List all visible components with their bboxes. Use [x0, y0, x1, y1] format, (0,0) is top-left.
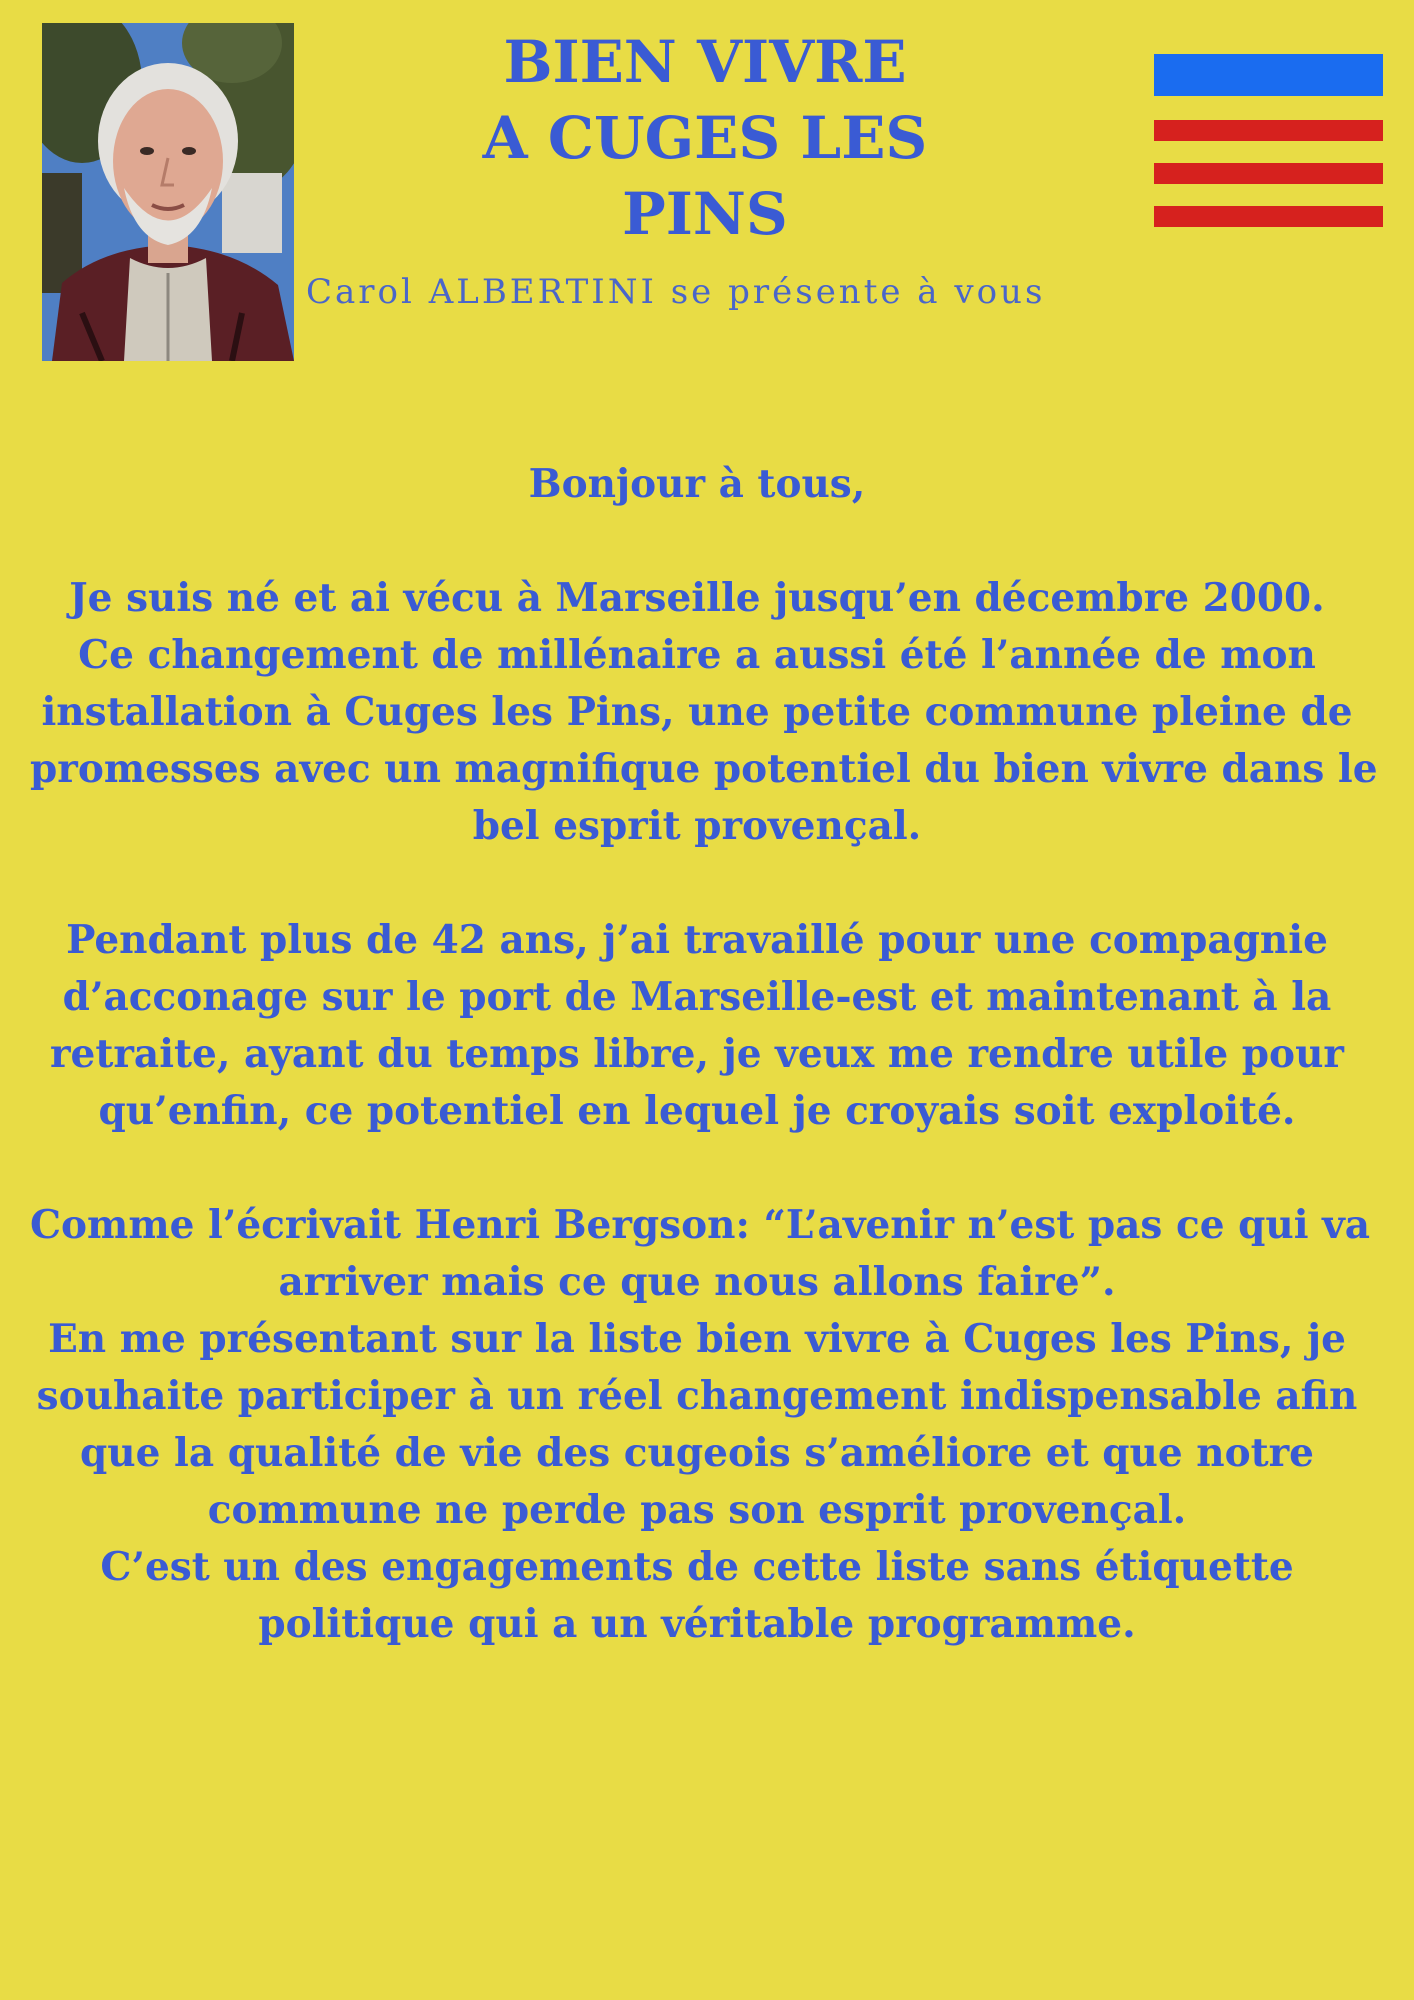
portrait-photo [42, 23, 294, 361]
paragraph-3-line: En me présentant sur la liste bien vivre à Cuges les Pins, je [48, 1316, 1346, 1362]
flag-red-stripe-2 [1154, 163, 1383, 184]
paragraph-3-line: C’est un des engagements de cette liste sans étiquette [100, 1544, 1294, 1590]
page-title [390, 24, 1020, 252]
flag-red-stripe-1 [1154, 120, 1383, 141]
title-line-1: BIEN VIVRE [503, 28, 907, 96]
paragraph-1-line: Ce changement de millénaire a aussi été l’année de mon [78, 632, 1316, 678]
paragraph-2-line: retraite, ayant du temps libre, je veux me rendre utile pour [50, 1031, 1344, 1077]
paragraph-1-line: installation à Cuges les Pins, une petite commune pleine de [41, 689, 1353, 735]
paragraph-3-line: que la qualité de vie des cugeois s’améliore et que notre [80, 1430, 1314, 1476]
flag-blue-band [1154, 54, 1383, 96]
title-line-2: A CUGES LES PINS [482, 104, 928, 248]
paragraph-3-line: Comme l’écrivait Henri Bergson: “L’avenir n’est pas ce qui va [30, 1202, 1371, 1248]
subtitle: Carol ALBERTINI se présente à vous [306, 272, 1046, 312]
paragraph-3-line: commune ne perde pas son esprit provençal. [207, 1487, 1187, 1533]
greeting: Bonjour à tous, [528, 461, 866, 507]
flag-red-stripe-3 [1154, 206, 1383, 227]
flag-logo [1154, 54, 1383, 229]
paragraph-3-line: politique qui a un véritable programme. [258, 1601, 1136, 1647]
paragraph-1-line: promesses avec un magnifique potentiel du bien vivre dans le [30, 746, 1378, 792]
letter-body [30, 456, 1378, 1653]
paragraph-2-line: d’acconage sur le port de Marseille-est et maintenant à la [62, 974, 1332, 1020]
paragraph-3-line: arriver mais ce que nous allons faire”. [278, 1259, 1116, 1305]
paragraph-1-line: Je suis né et ai vécu à Marseille jusqu’en décembre 2000. [69, 575, 1325, 621]
paragraph-3-line: souhaite participer à un réel changement indispensable afin [36, 1373, 1358, 1419]
paragraph-1-line: bel esprit provençal. [472, 803, 922, 849]
paragraph-2-line: Pendant plus de 42 ans, j’ai travaillé pour une compagnie [66, 917, 1328, 963]
paragraph-2-line: qu’enfin, ce potentiel en lequel je croyais soit exploité. [98, 1088, 1296, 1134]
portrait-illustration [42, 23, 294, 361]
